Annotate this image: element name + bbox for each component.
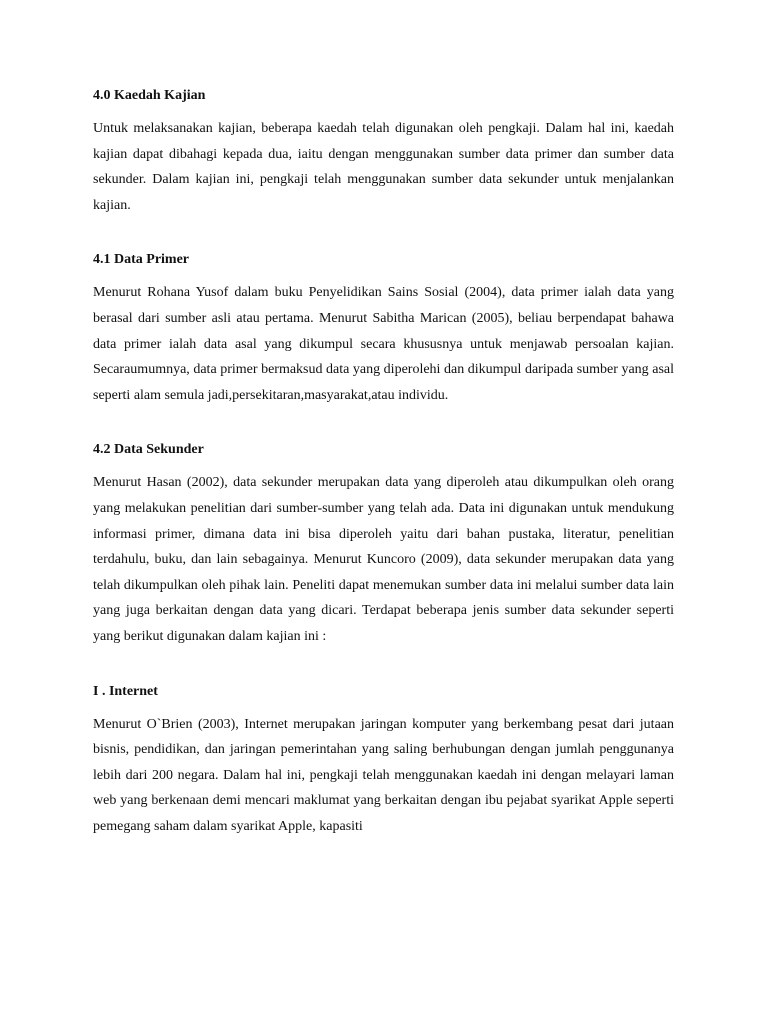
document-page xyxy=(93,86,674,839)
section-paragraph-internet: Menurut O`Brien (2003), Internet merupakan jaringan komputer yang berkembang pesat dari jutaan bisnis, pendidikan, dan jaringan pemerintahan yang saling berhubungan dengan jumlah penggunanya lebih dari 200 negara. Dalam hal ini, pengkaji telah menggunakan kaedah ini dengan melayari laman web yang berkenaan demi mencari maklumat yang berkaitan dengan ibu pejabat syarikat Apple seperti pemegang saham dalam syarikat Apple, kapasiti xyxy=(93,716,674,834)
section-heading-data-primer: 4.1 Data Primer xyxy=(93,252,190,268)
section-heading-internet: I . Internet xyxy=(93,683,158,699)
section-heading-kaedah-kajian: 4.0 Kaedah Kajian xyxy=(93,88,206,103)
section-paragraph-kaedah-kajian: Untuk melaksanakan kajian, beberapa kaedah telah digunakan oleh pengkaji. Dalam hal ini, kaedah kajian dapat dibahagi kepada dua, iaitu dengan menggunakan sumber data primer dan sumber data sekunder. Dalam kajian ini, pengkaji telah menggunakan sumber data sekunder untuk menjalankan kajian. xyxy=(93,121,674,213)
section-paragraph-data-sekunder: Menurut Hasan (2002), data sekunder merupakan data yang diperoleh atau dikumpulkan oleh orang yang melakukan penelitian dari sumber-sumber yang telah ada. Data ini digunakan untuk mendukung informasi primer, dimana data ini bisa diperoleh yaitu dari bahan pustaka, literatur, penelitian terdahulu, buku, dan lain sebagainya. Menurut Kuncoro (2009), data sekunder merupakan data yang telah dikumpulkan oleh pihak lain. Peneliti dapat menemukan sumber data ini melalui sumber data lain yang juga berkaitan dengan data yang dicari. Terdapat beberapa jenis sumber data sekunder seperti yang berikut digunakan dalam kajian ini : xyxy=(93,475,674,644)
section-paragraph-data-primer: Menurut Rohana Yusof dalam buku Penyelidikan Sains Sosial (2004), data primer ialah data yang berasal dari sumber asli atau pertama. Menurut Sabitha Marican (2005), beliau berpendapat bahawa data primer ialah data asal yang dikumpul secara khususnya untuk menjawab persoalan kajian. Secaraumumnya, data primer bermaksud data yang diperolehi dan dikumpul daripada sumber yang asal seperti alam semula jadi,persekitaran,masyarakat,atau individu. xyxy=(93,285,674,403)
section-heading-data-sekunder: 4.2 Data Sekunder xyxy=(93,442,204,458)
